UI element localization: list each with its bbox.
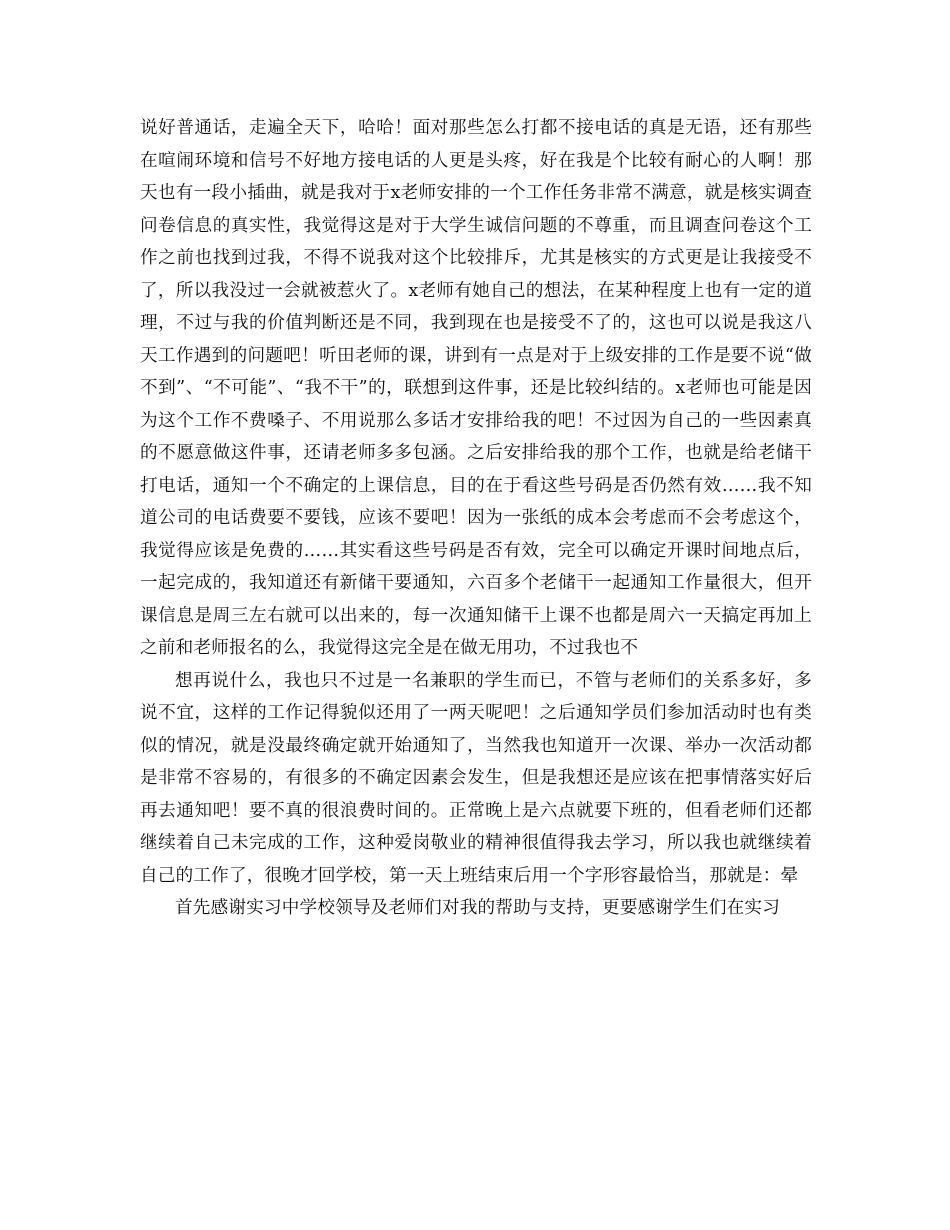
body-text	[140, 112, 812, 925]
paragraph-1: 说好普通话，走遍全天下，哈哈！面对那些怎么打都不接电话的真是无语，还有那些在喧闹环境和信号不好地方接电话的人更是头疼，好在我是个比较有耐心的人啊！那天也有一段小插曲，就是我对于x老师安排的一个工作任务非常不满意，就是核实调查问卷信息的真实性，我觉得这是对于大学生诚信问题的不尊重，而且调查问卷这个工作之前也找到过我，不得不说我对这个比较排斥，尤其是核实的方式更是让我接受不了，所以我没过一会就被惹火了。x老师有她自己的想法，在某种程度上也有一定的道理，不过与我的价值判断还是不同，我到现在也是接受不了的，这也可以说是我这八天工作遇到的问题吧！听田老师的课，讲到有一点是对于上级安排的工作是要不说“做不到”、“不可能”、“我不干”的，联想到这件事，还是比较纠结的。x老师也可能是因为这个工作不费嗓子、不用说那么多话才安排给我的吧！不过因为自己的一些因素真的不愿意做这件事，还请老师多多包涵。之后安排给我的那个工作，也就是给老储干打电话，通知一个不确定的上课信息，目的在于看这些号码是否仍然有效……我不知道公司的电话费要不要钱，应该不要吧！因为一张纸的成本会考虑而不会考虑这个，我觉得应该是免费的……其实看这些号码是否有效，完全可以确定开课时间地点后，一起完成的，我知道还有新储干要通知，六百多个老储干一起通知工作量很大，但开课信息是周三左右就可以出来的，每一次通知储干上课不也都是周六一天搞定再加上之前和老师报名的么，我觉得这完全是在做无用功，不过我也不	[140, 118, 812, 658]
paragraph-3: 首先感谢实习中学校领导及老师们对我的帮助与支持，更要感谢学生们在实习	[175, 898, 780, 918]
paragraph-2: 想再说什么，我也只不过是一名兼职的学生而已，不管与老师们的关系多好，多说不宜，这样的工作记得貌似还用了一两天呢吧！之后通知学员们参加活动时也有类似的情况，就是没最终确定就开始通知了，当然我也知道开一次课、举办一次活动都是非常不容易的，有很多的不确定因素会发生，但是我想还是应该在把事情落实好后再去通知吧！要不真的很浪费时间的。正常晚上是六点就要下班的，但看老师们还都继续着自己未完成的工作，这种爱岗敬业的精神很值得我去学习，所以我也就继续着自己的工作了，很晚才回学校，第一天上班结束后用一个字形容最恰当，那就是：晕	[140, 670, 812, 886]
